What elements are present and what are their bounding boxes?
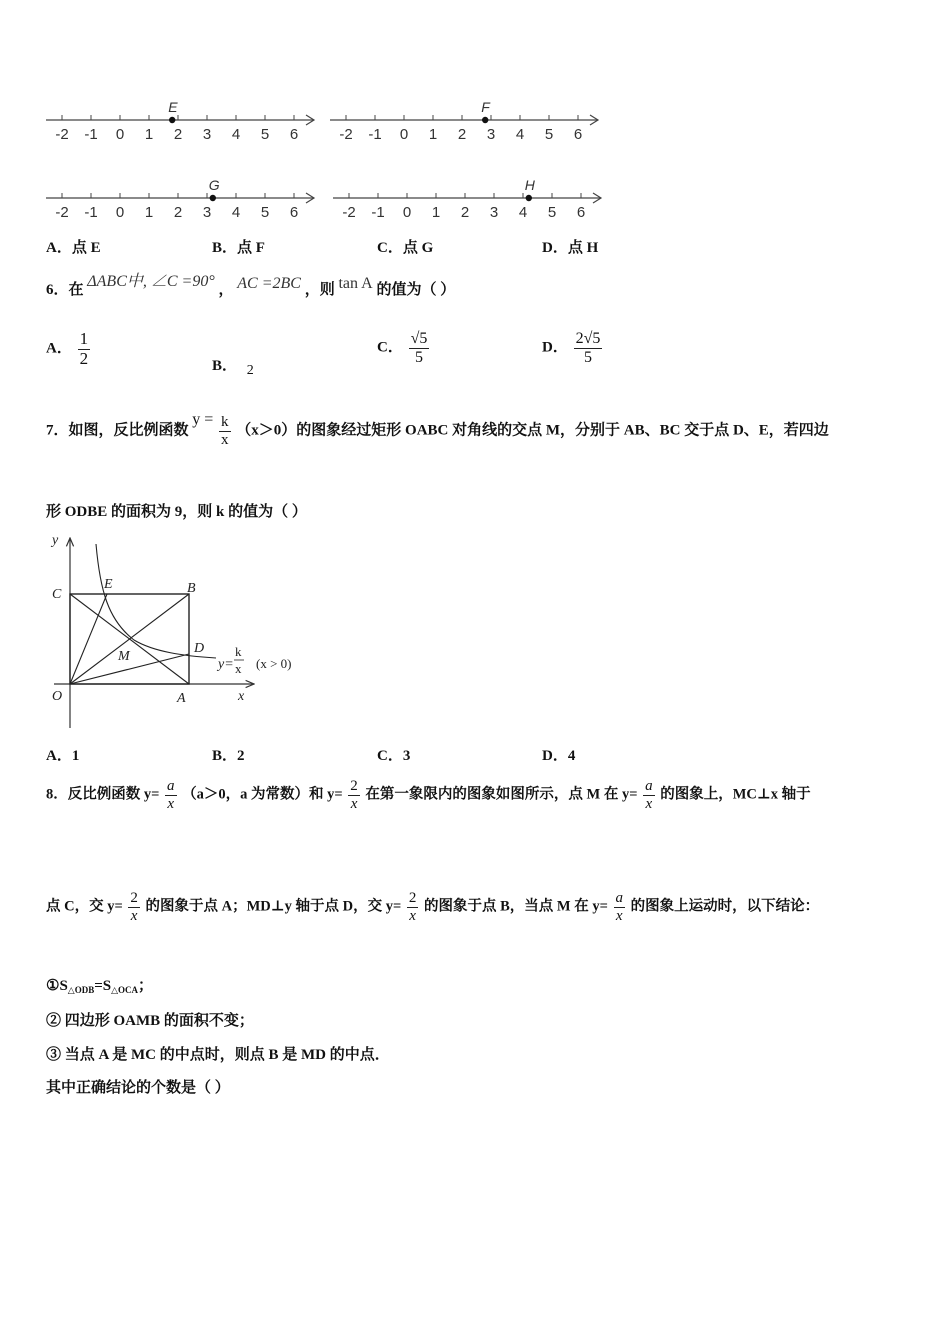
point-label: F (481, 99, 490, 115)
q8-l2-a: 点 C，交 y= (46, 898, 123, 915)
tick-label: 1 (431, 204, 441, 221)
tick-label: -2 (342, 204, 356, 221)
q8-l2-d: 的图象上运动时，以下结论： (630, 898, 820, 915)
curve-num: k (235, 644, 242, 659)
tick-label: 3 (202, 126, 212, 143)
denominator: x (167, 795, 175, 812)
point-label: E (168, 99, 178, 115)
q7-stem-line2: 形 ODBE 的面积为 9，则 k 的值为（ ） (46, 504, 307, 520)
s1-prefix: ①S (46, 978, 68, 994)
number-line-g-svg (44, 174, 319, 224)
tick-label: 3 (486, 126, 496, 143)
point-dot (482, 117, 488, 123)
fraction (574, 330, 603, 366)
q8-l2-c: 的图象于点 B，当点 M 在 y= (424, 898, 608, 915)
tick-label: 5 (544, 126, 554, 143)
point-dot (210, 195, 216, 201)
label-y: y (52, 533, 59, 548)
tick-label: 3 (489, 204, 499, 221)
point-label: H (524, 177, 535, 193)
frac-a-over-x (165, 778, 177, 812)
frac-2-over-x (407, 890, 419, 924)
tick-label: 4 (515, 126, 525, 143)
q6-prefix: 6．在 (46, 282, 84, 298)
q6-comma: ， (218, 282, 234, 298)
number-line-h (331, 174, 606, 224)
tick-label: 2 (173, 126, 183, 143)
q7-option-a[interactable]: A．1 (46, 748, 80, 764)
tick-label: 0 (115, 126, 125, 143)
label-c: C (52, 587, 62, 602)
label-a: A (177, 691, 186, 706)
numerator: a (167, 778, 175, 794)
option-label: B． (212, 358, 238, 374)
q8-statement-1 (46, 974, 153, 996)
numerator: 2 (350, 778, 358, 794)
denominator: x (221, 431, 229, 448)
denominator: 5 (583, 348, 592, 366)
q7-figure-svg (44, 530, 314, 730)
s1-sub2: △OCA (111, 985, 139, 995)
label-e: E (104, 577, 113, 592)
q8-l1-a: 8．反比例函数 y= (46, 786, 160, 803)
tick-label: 4 (231, 204, 241, 221)
denominator: x (130, 907, 138, 924)
tick-label: 1 (144, 126, 154, 143)
point-dot (169, 117, 175, 123)
curve-lhs: y= (218, 657, 234, 672)
q6-option-c[interactable] (377, 330, 431, 366)
label-x: x (238, 689, 245, 704)
tick-label: 4 (518, 204, 528, 221)
q6-middle: ，则 (304, 282, 335, 298)
tick-label: 6 (289, 204, 299, 221)
tick-label: 3 (202, 204, 212, 221)
tick-label: -2 (55, 126, 69, 143)
tick-label: 5 (260, 204, 270, 221)
numerator: 2 (408, 890, 417, 906)
q7-option-b[interactable]: B．2 (212, 748, 245, 764)
numerator: 1 (79, 329, 89, 348)
q8-l2-b: 的图象于点 A；MD⊥y 轴于点 D，交 y= (145, 898, 402, 915)
q8-l1-b: （a＞0，a 为常数）和 y= (182, 786, 343, 803)
tick-label: 0 (399, 126, 409, 143)
tick-label: -1 (84, 204, 98, 221)
q5-option-d[interactable]: D．点 H (542, 240, 599, 256)
tick-label: 0 (402, 204, 412, 221)
point-label: G (208, 177, 220, 193)
q8-stem-line1 (46, 778, 811, 812)
q6-condition1: ΔABC中, ∠C =90° (87, 273, 215, 290)
tick-label: 2 (457, 126, 467, 143)
number-line-e (44, 96, 319, 146)
number-line-e-svg (44, 96, 319, 146)
q6-stem (46, 273, 456, 299)
frac-2-over-x (128, 890, 140, 924)
fraction (78, 330, 91, 368)
tick-label: 6 (573, 126, 583, 143)
number-line-f (328, 96, 603, 146)
number-line-f-svg (328, 96, 603, 146)
q6-suffix: 的值为（ ） (376, 282, 456, 298)
q5-option-a[interactable]: A．点 E (46, 240, 101, 256)
q7-figure (44, 530, 314, 730)
q8-statement-3: ③ 当点 A 是 MC 的中点时，则点 B 是 MD 的中点． (46, 1047, 390, 1063)
q8-l1-c: 在第一象限内的图象如图所示，点 M 在 y= (365, 786, 638, 803)
curve-den: x (235, 661, 242, 676)
tick-label: 2 (173, 204, 183, 221)
tick-label: 0 (115, 204, 125, 221)
s1-suffix: ； (138, 978, 154, 994)
numerator: a (615, 890, 624, 906)
frac-a-over-x (643, 778, 655, 812)
tick-label: 5 (260, 126, 270, 143)
tick-label: 4 (231, 126, 241, 143)
option-label: C． (377, 339, 403, 356)
q5-option-c[interactable]: C．点 G (377, 240, 434, 256)
q7-prefix: 7．如图，反比例函数 (46, 422, 189, 439)
denominator: x (615, 907, 623, 924)
tick-label: -1 (84, 126, 98, 143)
denominator: 5 (414, 348, 423, 366)
tick-label: 6 (576, 204, 586, 221)
fraction (409, 330, 430, 366)
numerator: 2 (130, 890, 138, 906)
label-m: M (118, 649, 130, 664)
tick-label: 1 (144, 204, 154, 221)
numerator: a (645, 778, 653, 794)
q7-option-d[interactable]: D．4 (542, 748, 576, 764)
option-label: D． (542, 339, 568, 356)
q6-option-b[interactable] (212, 354, 254, 378)
tick-label: 5 (547, 204, 557, 221)
denominator: 2 (79, 348, 89, 368)
label-d: D (194, 641, 205, 656)
frac-a-over-x (614, 890, 626, 924)
option-label: A． (46, 340, 72, 357)
q7-rest-line1: （x＞0）的图象经过矩形 OABC 对角线的交点 M，分别于 AB、BC 交于点 D、E，若四边 (236, 422, 829, 439)
s1-eq: =S (94, 978, 112, 994)
s1-sub1: △ODB (67, 985, 95, 995)
denominator: x (409, 907, 416, 924)
q6-option-a[interactable] (46, 330, 92, 368)
q8-stem-line2 (46, 890, 819, 924)
q8-l1-d: 的图象上，MC⊥x 轴于 (660, 786, 811, 803)
label-b: B (187, 581, 196, 596)
q7-stem-line1 (46, 411, 829, 448)
q6-expr: tan A (338, 275, 373, 292)
frac-2-over-x (348, 778, 360, 812)
tick-label: -2 (339, 126, 353, 143)
q7-func-frac (219, 414, 231, 448)
number-line-h-svg (331, 174, 606, 224)
number-line-g (44, 174, 319, 224)
q8-statement-2: ② 四边形 OAMB 的面积不变； (46, 1013, 254, 1029)
numerator: √5 (410, 330, 428, 347)
tick-label: -2 (55, 204, 69, 221)
q7-func-lhs: y = (192, 411, 214, 429)
q5-option-b[interactable]: B．点 F (212, 240, 265, 256)
q6-condition2: AC =2BC (237, 275, 301, 292)
point-dot (526, 195, 532, 201)
q6-option-d[interactable] (542, 330, 604, 366)
denominator: x (350, 795, 358, 812)
tick-label: 2 (460, 204, 470, 221)
numerator: 2√5 (575, 330, 601, 347)
curve-cond: (x > 0) (256, 656, 292, 671)
label-o: O (52, 689, 63, 704)
tick-label: -1 (368, 126, 382, 143)
tick-label: 1 (428, 126, 438, 143)
tick-label: 6 (289, 126, 299, 143)
denominator: x (645, 795, 653, 812)
tick-label: -1 (371, 204, 385, 221)
q8-question: 其中正确结论的个数是（ ） (46, 1080, 230, 1096)
q7-option-c[interactable]: C．3 (377, 748, 411, 764)
numerator: k (221, 414, 229, 430)
option-value: 2 (246, 363, 254, 378)
